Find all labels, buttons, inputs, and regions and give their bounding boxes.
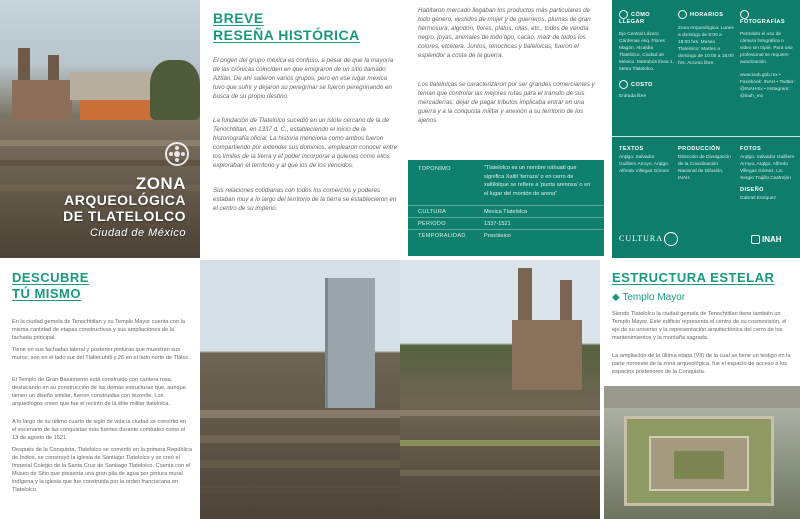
como-llegar-block <box>619 10 675 73</box>
camera-icon <box>740 10 749 19</box>
panel-divider <box>612 136 800 137</box>
estructura-subtitle: Templo Mayor <box>622 292 686 303</box>
descubre-title-line1: DESCUBRE <box>12 270 89 285</box>
table-value: Mexica Tlatelolca <box>484 209 528 215</box>
fotos-text: Arqlgo. Salvador Guilliem Arroyo, Arqlgo. Alfredo Villegas Gómez, Lic. Sergio Trujillo Castrejón <box>740 155 795 181</box>
descubre-paragraph-5: Después de la Conquista, Tlatelolco se convirtió en la primera República de Indios, se construyó la iglesia de Santiago Tlatelolco y se creó el Imperial Colegio de la Santa Cruz de Santiago Tlatelolco. Cuenta con el Museo de Sitio que presenta una gran pila de agua por pintura mural indígena y la iglesia que fue construida por la orden franciscana en Tlatelolco. <box>12 447 192 493</box>
descubre-paragraph-3: El Templo de Gran Basamento está construido con cantera rosa, destacando en su construcción de las demás estructuras que, aunque tienen un diseño similar, fueron construidas con tezontle. Los arqueólogos creen que fue el recinto de la élite militar tlatelolca. <box>12 377 186 407</box>
photo-church-ruins <box>400 260 600 519</box>
table-row <box>408 230 604 242</box>
costo-title: COSTO <box>631 81 653 88</box>
resena-title-line1: BREVE <box>213 10 264 26</box>
cover-title-line3: DE TLATELOLCO <box>63 208 186 224</box>
fotografias-text: Permitido el uso de cámara fotográfica o video sin tripié. Para uso profesional se requiere autorización. <box>740 32 793 65</box>
table-key: PERIODO <box>418 221 446 227</box>
fotografias-title: FOTOGRAFÍAS <box>740 19 786 25</box>
resena-title-line2: RESEÑA HISTÓRICA <box>213 27 360 43</box>
table-row <box>408 206 604 218</box>
costo-text: Entrada libre <box>619 94 647 99</box>
car-icon <box>619 10 628 19</box>
table-row <box>408 160 604 206</box>
money-icon <box>619 80 628 89</box>
info-panel <box>612 0 800 258</box>
info-table <box>408 160 604 256</box>
web-links: www.inah.gob.mx • Facebook: INAH • Twitter: @INAHmx • Instagram: @inah_mx <box>740 73 795 99</box>
costo-block <box>619 80 675 100</box>
table-key: TEMPORALIDAD <box>418 233 466 239</box>
estructura-paragraph-1: Siendo Tlatelolco la ciudad gemela de Tenochtitlan tiene también un Templo Mayor. Este edificio representa el centro de su cosmovisión, el eje de su universo y la representación arquitectónica del cerro de los mantenimientos y la montaña sagrada. <box>612 311 787 341</box>
fotos-block <box>740 146 796 202</box>
eagle-seal-icon <box>664 232 678 246</box>
cover-panel <box>0 0 200 258</box>
textos-text: Arqlgo. Salvador Guilliem Arroyo, Arqlgo. Alfredo Villegas Gómez <box>619 155 670 174</box>
fotografias-block <box>740 10 796 100</box>
descubre-paragraph-2: Tiene en sus fachadas lateral y posterior pinturas que muestran sus muros, son en el lado sur del Tlaltecuhtli y 26 en el lado norte de Tláloc. <box>12 347 190 361</box>
logo-cultura: CULTURA <box>619 234 664 243</box>
church-facade <box>512 320 582 390</box>
textos-block <box>619 146 671 175</box>
horarios-block <box>678 10 734 67</box>
clock-icon <box>678 10 687 19</box>
textos-title: TEXTOS <box>619 146 644 152</box>
logo-inah: INAH <box>762 235 782 244</box>
fotos-title: FOTOS <box>740 146 762 152</box>
produccion-block <box>678 146 736 182</box>
photo-pyramid-stairs <box>200 260 400 519</box>
diseno-text: Gabriel Enríquez <box>740 196 776 201</box>
resena-paragraph-4: Habitaron mercado llegaban los productos más particulares de todo género, vestidos de mujer y de guerreros, plumas de gran hermosura, algodón, flores, platos, ollas, etc., todos de vendía negro, joyas, animales de todo tipo, cacao, maíz de todos los colores, etcétera. Juntos, tenochcas y tlatelolcas, fueron el esplendor a costa de la guerra. <box>418 7 591 59</box>
como-llegar-title: CÓMO LLEGAR <box>619 11 651 25</box>
resena-paragraph-2: La fundación de Tlatelolco sucedió en un islote cercano de la de Tenochtitlan, en 1337 d. C., estableciendo el inicio de la historiografía oficial. La historia menciona como ambos fueron compartiendo por extender sus dominios, emplearon conocer entre los límites de la tierra y el poder incorporar a quienes como ellos exploraban el territorio y al que los de los vencidos. <box>213 117 398 169</box>
trees <box>150 60 200 120</box>
produccion-text: Dirección de Divulgación de la Coordinación Nacional de Difusión, INAH <box>678 155 731 181</box>
descubre-paragraph-4: A lo largo de su último cuarto de siglo de vida la ciudad se convirtió en el escenario de las conquistas más fuertes durante combates como el 13 de agosto de 1521. <box>12 419 187 441</box>
flower-emblem-icon <box>165 142 189 166</box>
estructura-title: ESTRUCTURA ESTELAR <box>612 270 775 285</box>
cover-title-line2: ARQUEOLÓGICA <box>64 192 186 208</box>
table-key: CULTURA <box>418 209 447 215</box>
resena-paragraph-3: Sus relaciones cotidianas con todos los comercios y poderes estaban muy a lo largo del territorio de la tierra se establecieron en el centro de su imperio. <box>213 187 397 212</box>
photo-aerial-site <box>604 386 800 519</box>
descubre-title-line2: TÚ MISMO <box>12 286 81 301</box>
estructura-paragraph-2: La ampliación de la última etapa (VII) de la cual se tiene un testigo en la parte noroeste de la zona arqueológica, fue el espacio de acceso a los espacios posteriores de la Conquista. <box>612 353 791 375</box>
produccion-title: PRODUCCIÓN <box>678 146 721 152</box>
modern-building <box>325 278 375 408</box>
resena-paragraph-1: El origen del grupo mexica es confuso, a pesar de que la mayoría de las crónicas coinciden en que emigraron de un sitio llamado Aztlán. De ahí salieron varios grupos, pero en ese lugar mexica tuvo que sufrir y dejaron su peregrinar se fueron peregrinando en busca de su propio destino. <box>213 57 394 100</box>
church-body <box>12 80 72 122</box>
cover-subtitle: Ciudad de México <box>89 227 186 239</box>
resena-paragraph-5: Los tlatelolcas se caracterizaron por ser grandes comerciantes y tenían que controlar las mejores rutas para el tránsito de sus mercaderías; dejar de pagar tributos implicaba entrar en una guerra y a la conquista militar y anexión a su territorio de los ajenos. <box>418 81 595 124</box>
descubre-paragraph-1: En la ciudad gemela de Tenochtitlan y su Templo Mayor cuenta con la misma cantidad de etapas constructivas y sus ampliaciones de la fachada principal. <box>12 319 185 341</box>
cover-title-line1: ZONA <box>135 174 186 193</box>
como-llegar-text: Eje Central Lázaro Cárdenas esq. Flores Magón, Alcaldía Tlatelolco, Ciudad de México. Metrobús línea 1, Metro Tlatelolco. <box>619 32 674 72</box>
diseno-title: DISEÑO <box>740 187 764 193</box>
location-pin-icon: ◆ <box>612 292 620 303</box>
table-row <box>408 218 604 230</box>
table-key: TOPONIMO <box>418 166 451 172</box>
table-value: 1337-1521 <box>484 221 511 227</box>
table-value: Posclásico <box>484 233 511 239</box>
horarios-text: Zona Arqueológica: Lunes a domingo de 8:00 a 18:00 hrs. Museo Tlatelolco: Martes a domingo de 10:00 a 18:00 hrs. Acceso libre. <box>678 26 734 66</box>
horarios-title: HORARIOS <box>690 11 724 18</box>
table-value: "Tlatelolco es un nombre náhuatl que significa Xaltil 'terraza' o en cerro de xaltilolque se refiere a 'punta arenosa' o en el lugar del montón de arena" <box>484 165 591 197</box>
inah-symbol-icon <box>751 235 760 244</box>
